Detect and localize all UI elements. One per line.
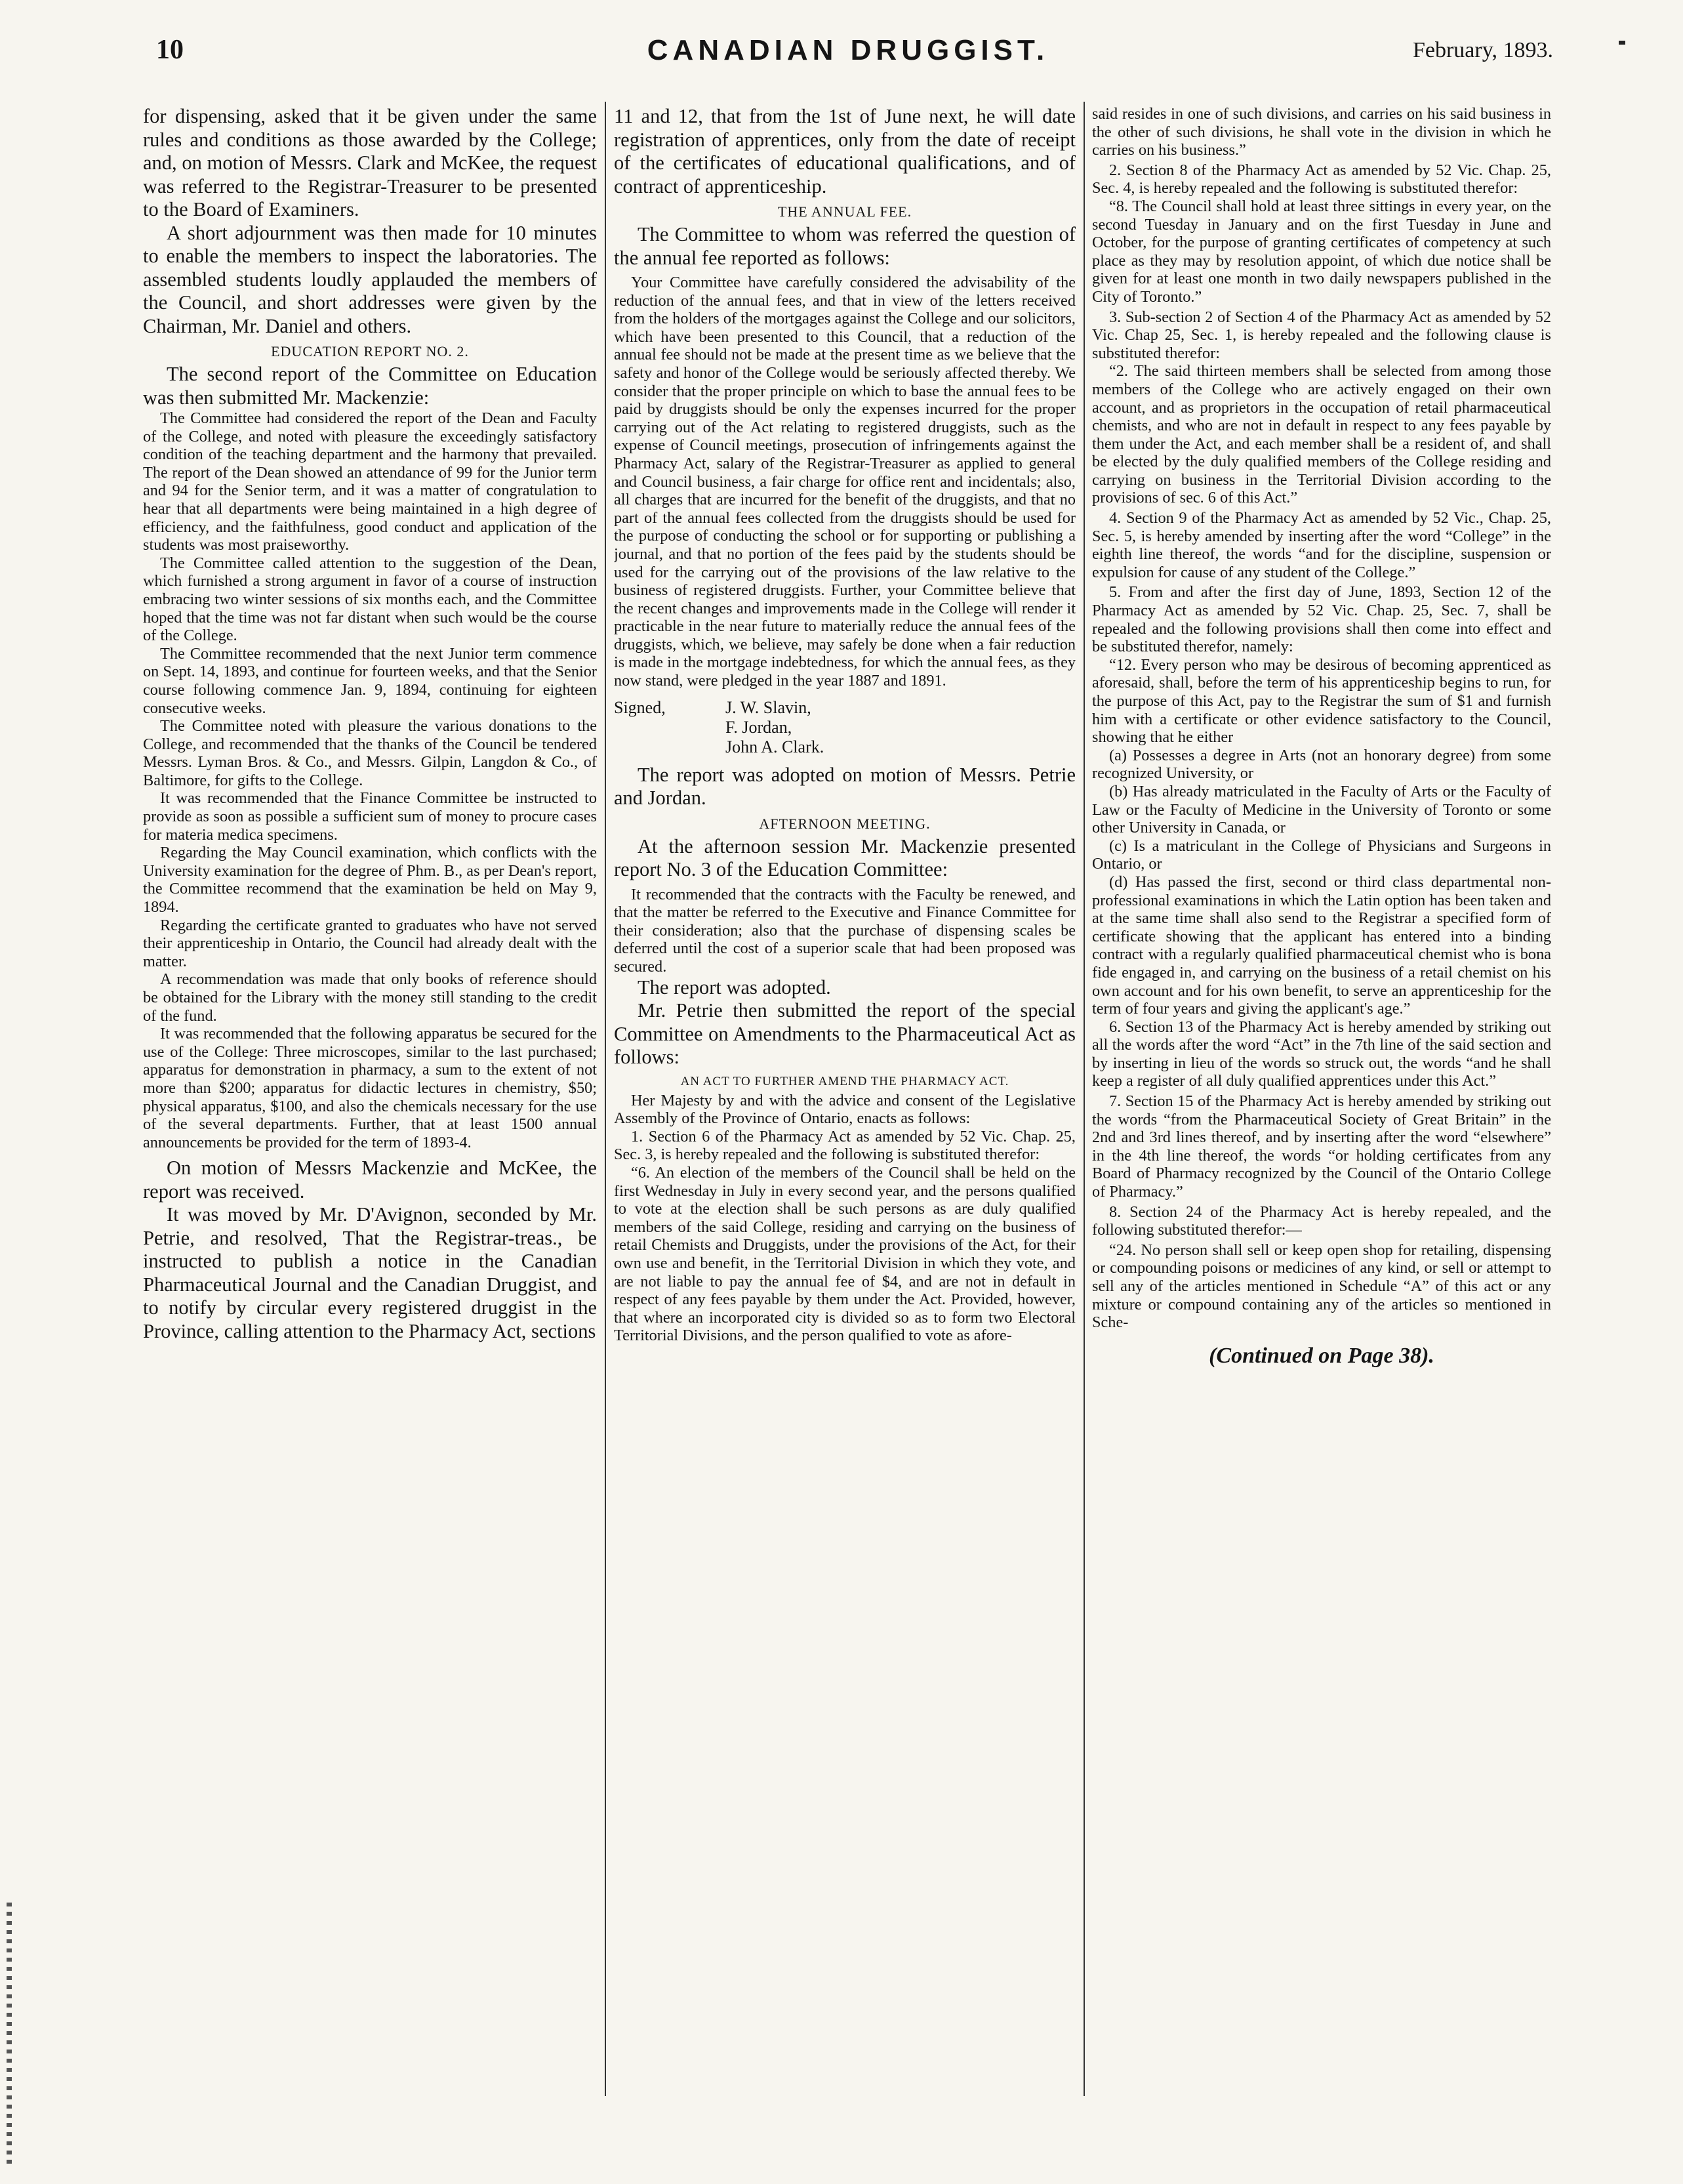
act-clause-a: (a) Possesses a degree in Arts (not an honorary degree) from some recognized University, or bbox=[1092, 746, 1551, 783]
act-paragraph: Her Majesty by and with the advice and consent of the Legislative Assembly of the Province of Ontario, enacts as follows: bbox=[614, 1091, 1076, 1128]
masthead-title: CANADIAN DRUGGIST. bbox=[647, 34, 1049, 66]
act-paragraph: “12. Every person who may be desirous of becoming apprenticed as aforesaid, shall, before the term of his apprenticeship begins to run, for the purpose of this Act, pay to the Registrar the sum of $1 and furnish him with a certificate or other evidence satisfactory to the Council, showing that he either bbox=[1092, 655, 1551, 747]
issue-date: February, 1893. bbox=[1412, 38, 1553, 62]
paragraph: The report was adopted on motion of Messrs. Petrie and Jordan. bbox=[614, 763, 1076, 810]
page-header bbox=[143, 34, 1553, 73]
paragraph: The second report of the Committee on Education was then submitted Mr. Mackenzie: bbox=[143, 363, 597, 409]
signatory: John A. Clark. bbox=[725, 737, 824, 756]
section-heading: AFTERNOON MEETING. bbox=[759, 815, 931, 832]
signatory: F. Jordan, bbox=[725, 717, 792, 737]
column-left bbox=[143, 105, 597, 2132]
report-paragraph: The Committee called attention to the suggestion of the Dean, which furnished a strong argument in favor of a course of instruction embracing two winter sessions of six months each, and the Committee hoped that the time was not far distant when such would be the course of the College. bbox=[143, 554, 597, 645]
report-paragraph: A recommendation was made that only books of reference should be obtained for the Library with the money still standing to the credit of the fund. bbox=[143, 970, 597, 1025]
column-middle bbox=[614, 105, 1076, 2132]
section-heading: THE ANNUAL FEE. bbox=[777, 203, 912, 220]
signed-label: Signed, bbox=[614, 697, 666, 717]
column-rule bbox=[605, 102, 606, 2096]
act-paragraph: 6. Section 13 of the Pharmacy Act is hereby amended by striking out all the words after the word “Act” in the 7th line of the said section and by inserting in lieu of the words so struck out, the words “and he shall keep a register of all duly qualified apprentices under this Act.” bbox=[1092, 1018, 1551, 1090]
paragraph: At the afternoon session Mr. Mackenzie presented report No. 3 of the Education Committee: bbox=[614, 834, 1076, 881]
act-paragraph: 4. Section 9 of the Pharmacy Act as amended by 52 Vic., Chap. 25, Sec. 5, is hereby amended by inserting after the word “College” in the eighth line thereof, the words “and for the discipline, suspension or expulsion for cause of any student of the College.” bbox=[1092, 509, 1551, 581]
act-clause-b: (b) Has already matriculated in the Faculty of Arts or the Faculty of Law or the Faculty of Medicine in the University of Toronto or some other University in Canada, or bbox=[1092, 782, 1551, 837]
column-rule bbox=[1084, 102, 1085, 2096]
report-paragraph: It recommended that the contracts with the Faculty be renewed, and that the matter be referred to the Executive and Finance Committee for their consideration; also that the purchase of dispensing scales be deferred until the cost of a superior scale that had been proposed was secured. bbox=[614, 885, 1076, 976]
paragraph: On motion of Messrs Mackenzie and McKee, the report was received. bbox=[143, 1157, 597, 1203]
paragraph: It was moved by Mr. D'Avignon, seconded by Mr. Petrie, and resolved, That the Registrar-treas., be instructed to publish a notice in the Canadian Pharmaceutical Journal and the Canadian Druggist, and to notify by circular every registered druggist in the Province, calling attention to the Pharmacy Act, sections bbox=[143, 1203, 597, 1342]
act-paragraph: 5. From and after the first day of June, 1893, Section 12 of the Pharmacy Act as amended by 52 Vic. Chap. 25, Sec. 7, shall be repealed and the following provisions shall then come into effect and be substituted therefor, namely: bbox=[1092, 583, 1551, 656]
act-paragraph: “6. An election of the members of the Council shall be held on the first Wednesday in July in every second year, and the persons qualified to vote at the election shall be such persons as are duly qualified members of the said College, residing and carrying on the business of retail Chemists and Druggists, under the provisions of the Act, for their own use and benefit, in the Territorial Division in which they vote, and are not liable to pay the annual fee of $4, and are not in default in respect of any fees payable by them under the Act. Provided, however, that where an incorporated city is divided so as to form two Electoral Territorial Divisions, and the person qualified to vote as afore- bbox=[614, 1164, 1076, 1345]
report-paragraph: Regarding the certificate granted to graduates who have not served their apprenticeship in Ontario, the Council had already dealt with the matter. bbox=[143, 916, 597, 970]
report-paragraph: The Committee had considered the report of the Dean and Faculty of the College, and noted with pleasure the exceedingly satisfactory condition of the teaching department and the harmony that prevailed. The report of the Dean showed an attendance of 99 for the Junior term and 94 for the Senior term, and it was a matter of congratulation to hear that all departments were being maintained in a high degree of efficiency, and the faithfulness, good conduct and application of the students was most praiseworthy. bbox=[143, 409, 597, 554]
act-paragraph: “24. No person shall sell or keep open shop for retailing, dispensing or compounding poisons or medicines of any kind, or sell or attempt to sell any of the articles mentioned in Schedule “A” of this act or any mixture or compound containing any of the articles so mentioned in Sche- bbox=[1092, 1241, 1551, 1332]
printer-mark bbox=[1619, 41, 1625, 45]
binding-edge-mark bbox=[7, 1903, 12, 2165]
paragraph: The report was adopted. bbox=[638, 976, 831, 999]
section-heading: AN ACT TO FURTHER AMEND THE PHARMACY ACT. bbox=[680, 1074, 1009, 1088]
page-number: 10 bbox=[156, 35, 184, 65]
report-paragraph: Your Committee have carefully considered the advisability of the reduction of the annual fees, and that in view of the letters received from the holders of the mortgages against the College and our solicitors, which have been presented to this Council, that a reduction of the annual fee should not be made at the present time as we believe that the safety and honor of the College would be seriously affected thereby. We consider that the proper principle on which to base the annual fees to be paid by druggists should be only the expenses incurred for the proper carrying out of the Act relating to registered druggists, such as the expense of Council meetings, prosecution of infringements against the Pharmacy Act, salary of the Registrar-Treasurer as applied to general and Council business, a fair charge for office rent and incidentals; also, all charges that are incurred for the benefit of the druggists, and that no part of the annual fees collected from the druggists should be used for the purpose of conducting the school or for supporting or publishing a journal, and that no portion of the fees paid by the students should be used for the carrying out of the provisions of the law relative to the business of registered druggists. Further, your Committee believe that the recent changes and improvements made in the College will render it practicable in the near future to materially reduce the annual fees of the druggists, which, we believe, may safely be done when a fair reduction is made in the mortgage indebtedness, for which the annual fees, as they now stand, were pledged in the year 1887 and 1891. bbox=[614, 274, 1076, 690]
act-paragraph: “8. The Council shall hold at least three sittings in every year, on the second Tuesday in January and on the first Tuesday in June and October, for the purpose of granting certificates of competency at such place as they may by resolution appoint, of which due notice shall be given for at least one month in two daily newspapers published in the City of Toronto.” bbox=[1092, 197, 1551, 306]
paragraph: for dispensing, asked that it be given under the same rules and conditions as those awarded by the College; and, on motion of Messrs. Clark and McKee, the request was referred to the Registrar-Treasurer to be presented to the Board of Examiners. bbox=[143, 105, 597, 220]
report-paragraph: It was recommended that the following apparatus be secured for the use of the College: Three microscopes, similar to the last purchased; apparatus for demonstration in pharmacy, a sum to the extent of not more than $200; apparatus for didactic lectures in chemistry, $50; physical apparatus, $100, and also the chemicals necessary for the use of the several departments. Further, that at least 1500 annual announcements be provided for the term of 1893-4. bbox=[143, 1025, 597, 1151]
act-clause-c: (c) Is a matriculant in the College of Physicians and Surgeons in Ontario, or bbox=[1092, 836, 1551, 873]
act-paragraph: 1. Section 6 of the Pharmacy Act as amended by 52 Vic. Chap. 25, Sec. 3, is hereby repealed and the following is substituted therefor: bbox=[614, 1127, 1076, 1164]
paragraph: A short adjournment was then made for 10 minutes to enable the members to inspect the laboratories. The assembled students loudly applauded the members of the Council, and short addresses were given by the Chairman, Mr. Daniel and others. bbox=[143, 221, 597, 337]
signature-block bbox=[614, 698, 1076, 757]
report-paragraph: The Committee recommended that the next Junior term commence on Sept. 14, 1893, and continue for fourteen weeks, and that the Senior course following commence Jan. 9, 1894, continuing for eighteen consecutive weeks. bbox=[143, 644, 597, 717]
report-paragraph: The Committee noted with pleasure the various donations to the College, and recommended that the thanks of the Council be tendered Messrs. Lyman Bros. & Co., and Messrs. Gilpin, Langdon & Co., of Baltimore, for gifts to the College. bbox=[143, 717, 597, 789]
report-paragraph: It was recommended that the Finance Committee be instructed to provide as soon as possible a sufficient sum of money to procure cases for materia medica specimens. bbox=[143, 789, 597, 844]
report-paragraph: Regarding the May Council examination, which conflicts with the University examination for the degree of Phm. B., as per Dean's report, the Committee recommend that the examination be held on May 9, 1894. bbox=[143, 844, 597, 917]
column-right bbox=[1092, 105, 1551, 2132]
act-paragraph: said resides in one of such divisions, and carries on his said business in the other of such divisions, he shall vote in the division in which he carries on his business.” bbox=[1092, 105, 1551, 159]
section-heading: EDUCATION REPORT NO. 2. bbox=[271, 343, 469, 360]
act-paragraph: 7. Section 15 of the Pharmacy Act is hereby amended by striking out the words “from the Pharmaceutical Society of Great Britain” in the 2nd and 3rd lines thereof, and by inserting after the word “elsewhere” in the 4th line thereof, the words “or holding certificates from any Board of Pharmacy recognized by the Council of the Ontario College of Pharmacy.” bbox=[1092, 1092, 1551, 1201]
paragraph: Mr. Petrie then submitted the report of the special Committee on Amendments to the Pharmaceutical Act as follows: bbox=[614, 999, 1076, 1069]
paragraph: The Committee to whom was referred the question of the annual fee reported as follows: bbox=[614, 223, 1076, 269]
paragraph: 11 and 12, that from the 1st of June next, he will date registration of apprentices, only from the date of receipt of the certificates of educational qualifications, and of contract of apprenticeship. bbox=[614, 105, 1076, 197]
signatory: J. W. Slavin, bbox=[725, 697, 811, 717]
act-paragraph: “2. The said thirteen members shall be selected from among those members of the College who are actively engaged on their own account, and as proprietors in the occupation of retail pharmaceutical chemists, and who are not in default in respect to any fees payable by them under the Act, and each member shall be a resident of, and shall be elected by the duly qualified members of the College residing and carrying on business in the Territorial Division according to the provisions of sec. 6 of this Act.” bbox=[1092, 362, 1551, 507]
act-paragraph: 8. Section 24 of the Pharmacy Act is hereby repealed, and the following substituted therefor:— bbox=[1092, 1203, 1551, 1239]
act-paragraph: 3. Sub-section 2 of Section 4 of the Pharmacy Act as amended by 52 Vic. Chap 25, Sec. 1, is hereby repealed and the following clause is substituted therefor: bbox=[1092, 308, 1551, 362]
act-paragraph: 2. Section 8 of the Pharmacy Act as amended by 52 Vic. Chap. 25, Sec. 4, is hereby repealed and the following is substituted therefor: bbox=[1092, 161, 1551, 197]
continued-notice: (Continued on Page 38). bbox=[1209, 1343, 1434, 1368]
act-clause-d: (d) Has passed the first, second or third class departmental non-professional examinations in which the Latin option has been taken and at the same time shall also send to the Registrar a specified form of certificate showing that the applicant has entered into a binding contract with a regularly qualified pharmaceutical chemist who is bona fide engaged in, and carrying on the business of a retail chemist on his own account and for his own benefit, to serve an apprenticeship for the term of four years and giving the applicant's age.” bbox=[1092, 873, 1551, 1018]
